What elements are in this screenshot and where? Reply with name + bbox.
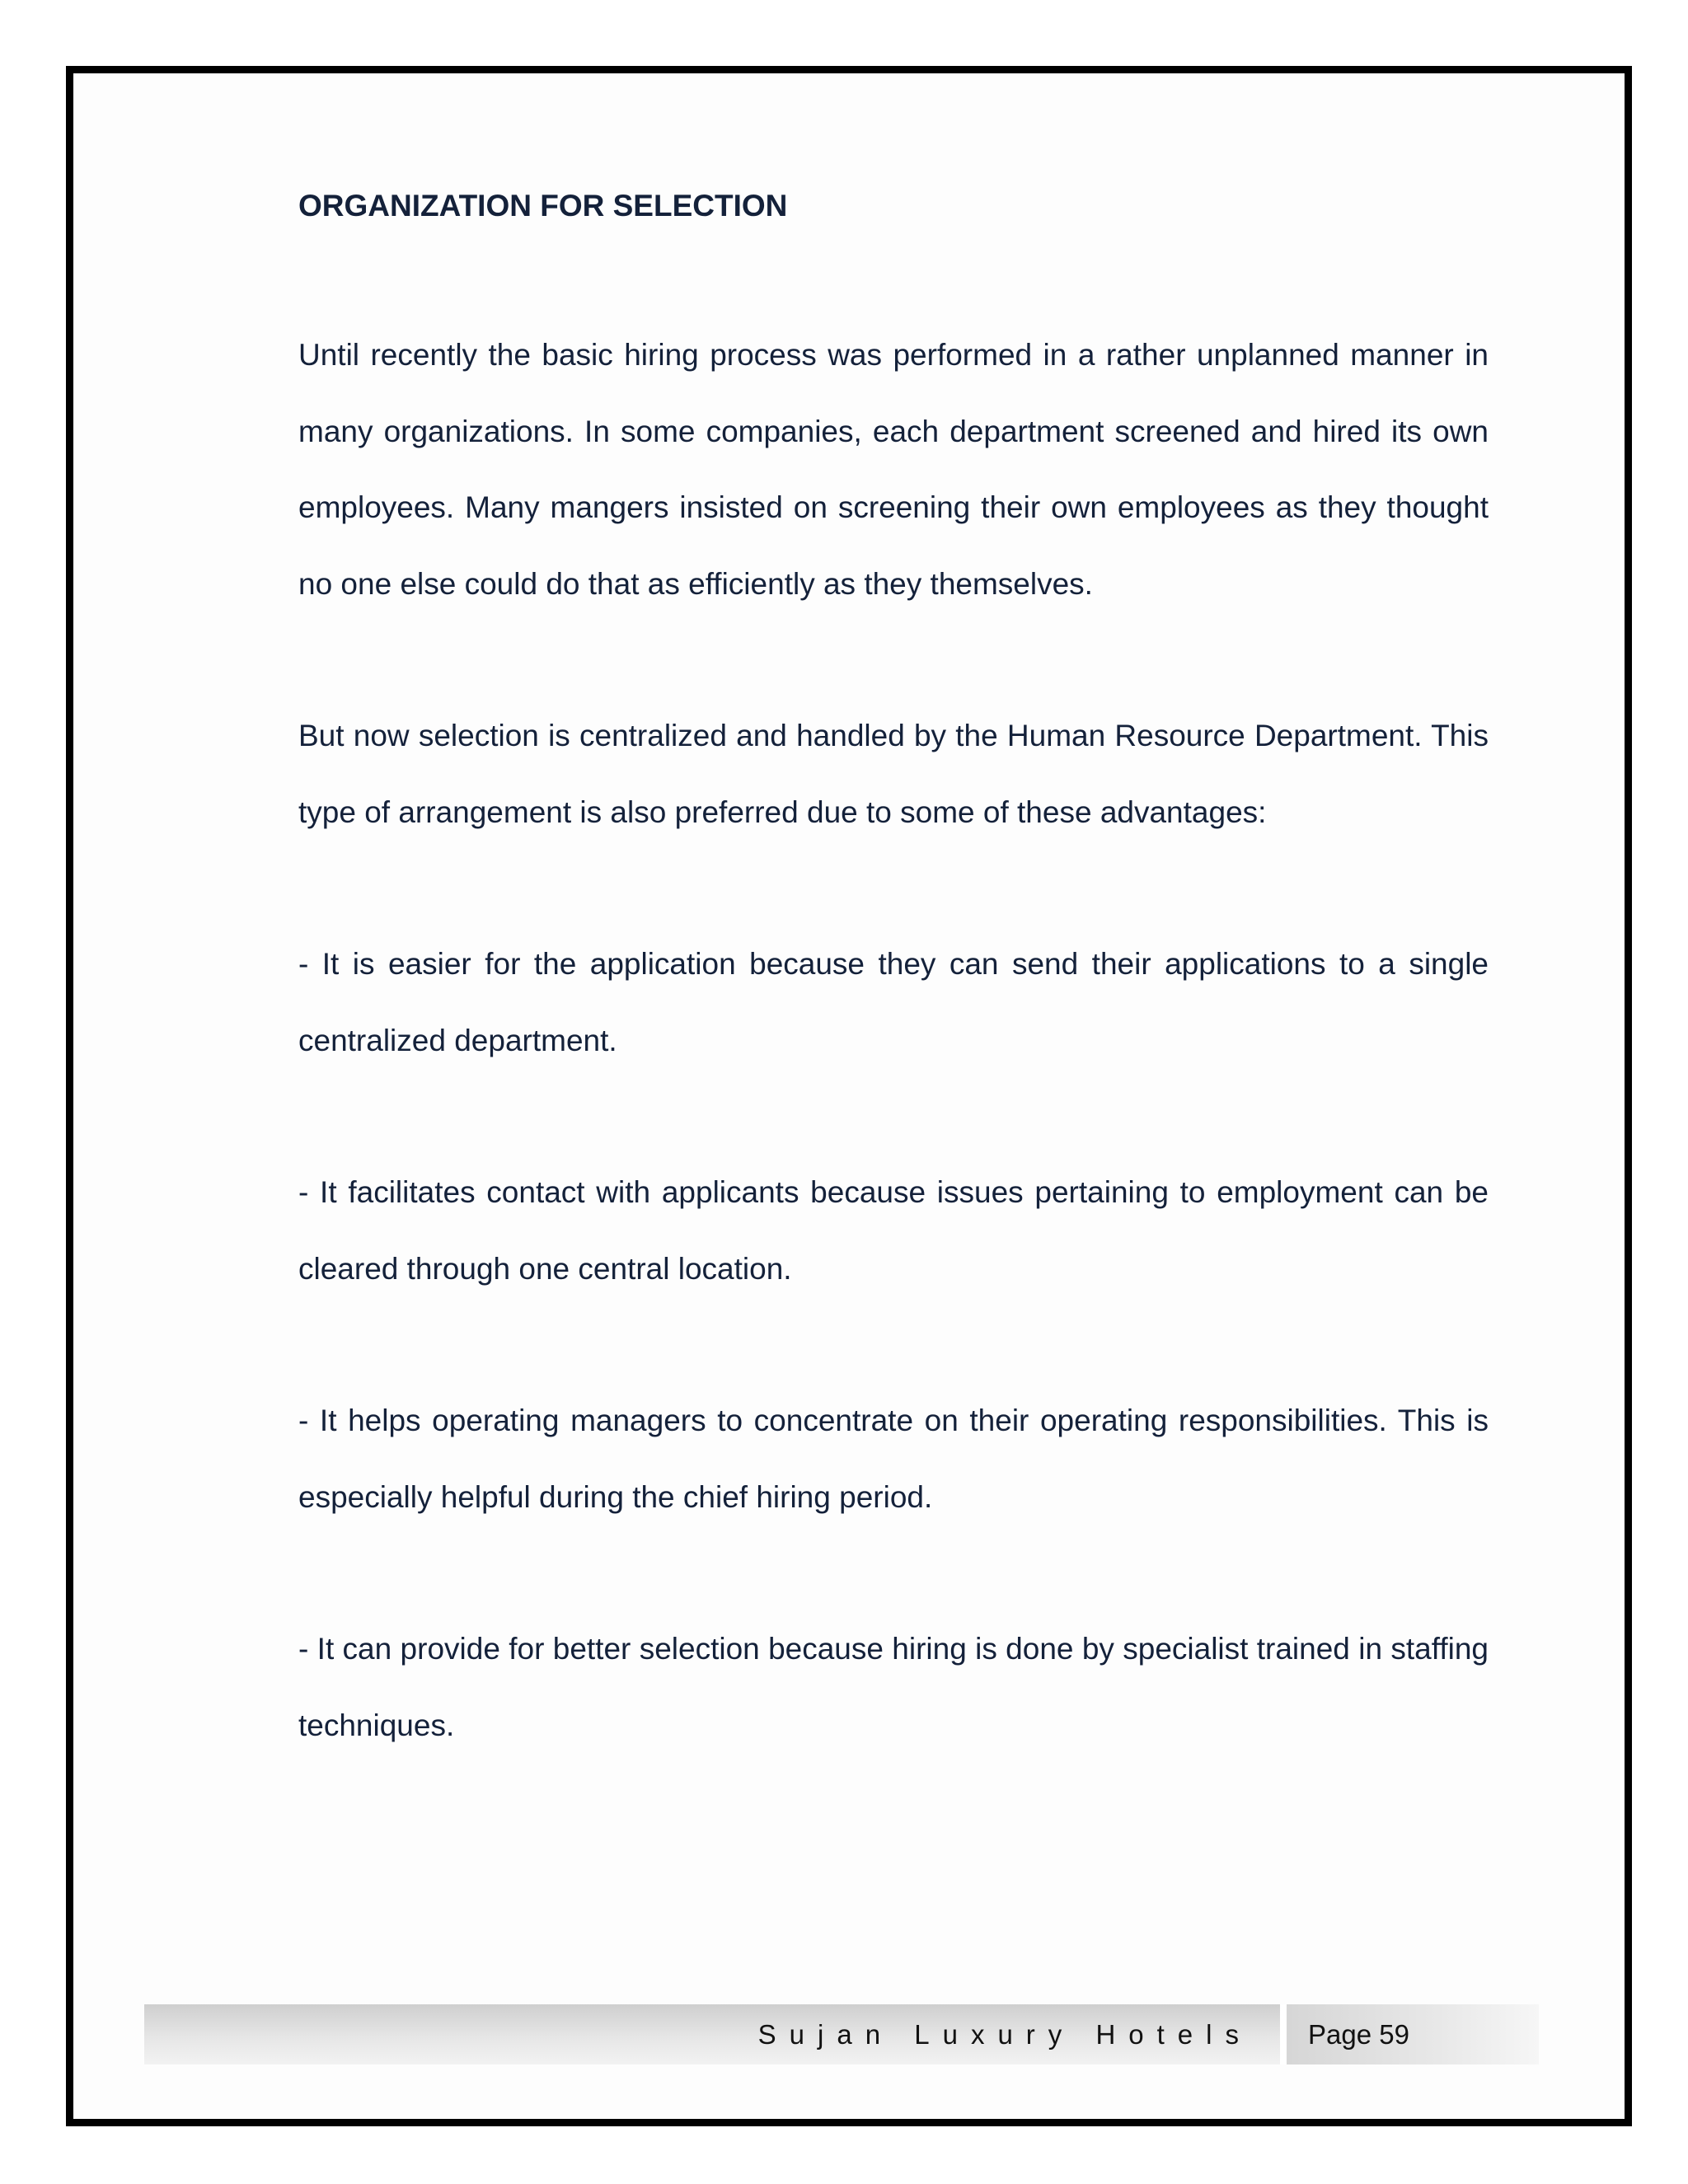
advantage-item-4: - It can provide for better selection because hiring is done by specialist trained in staffing techniques. (298, 1632, 1489, 1742)
advantage-item-2: - It facilitates contact with applicants because issues pertaining to employment can be cleared through one central location. (298, 1175, 1489, 1286)
paragraph-centralized: But now selection is centralized and handled by the Human Resource Department. This type of arrangement is also preferred due to some of these advantages: (298, 719, 1489, 829)
footer-company-name: Sujan Luxury Hotels (757, 2018, 1252, 2050)
footer-company-band (144, 2004, 1280, 2064)
document-body (298, 185, 1489, 1764)
footer-divider (1280, 2004, 1287, 2064)
advantage-item-1: - It is easier for the application because they can send their applications to a single centralized department. (298, 947, 1489, 1057)
section-heading: ORGANIZATION FOR SELECTION (298, 189, 788, 223)
advantage-item-3: - It helps operating managers to concentrate on their operating responsibilities. This is especially helpful during the chief hiring period. (298, 1404, 1489, 1514)
paragraph-intro: Until recently the basic hiring process was performed in a rather unplanned manner in many organizations. In some companies, each department screened and hired its own employees. Many mangers insisted on screening their own employees as they thought no one else could do that as efficiently as they themselves. (298, 338, 1489, 601)
footer-page-band (1287, 2004, 1539, 2064)
page-number: Page 59 (1308, 2018, 1409, 2050)
page-footer (144, 2004, 1539, 2064)
